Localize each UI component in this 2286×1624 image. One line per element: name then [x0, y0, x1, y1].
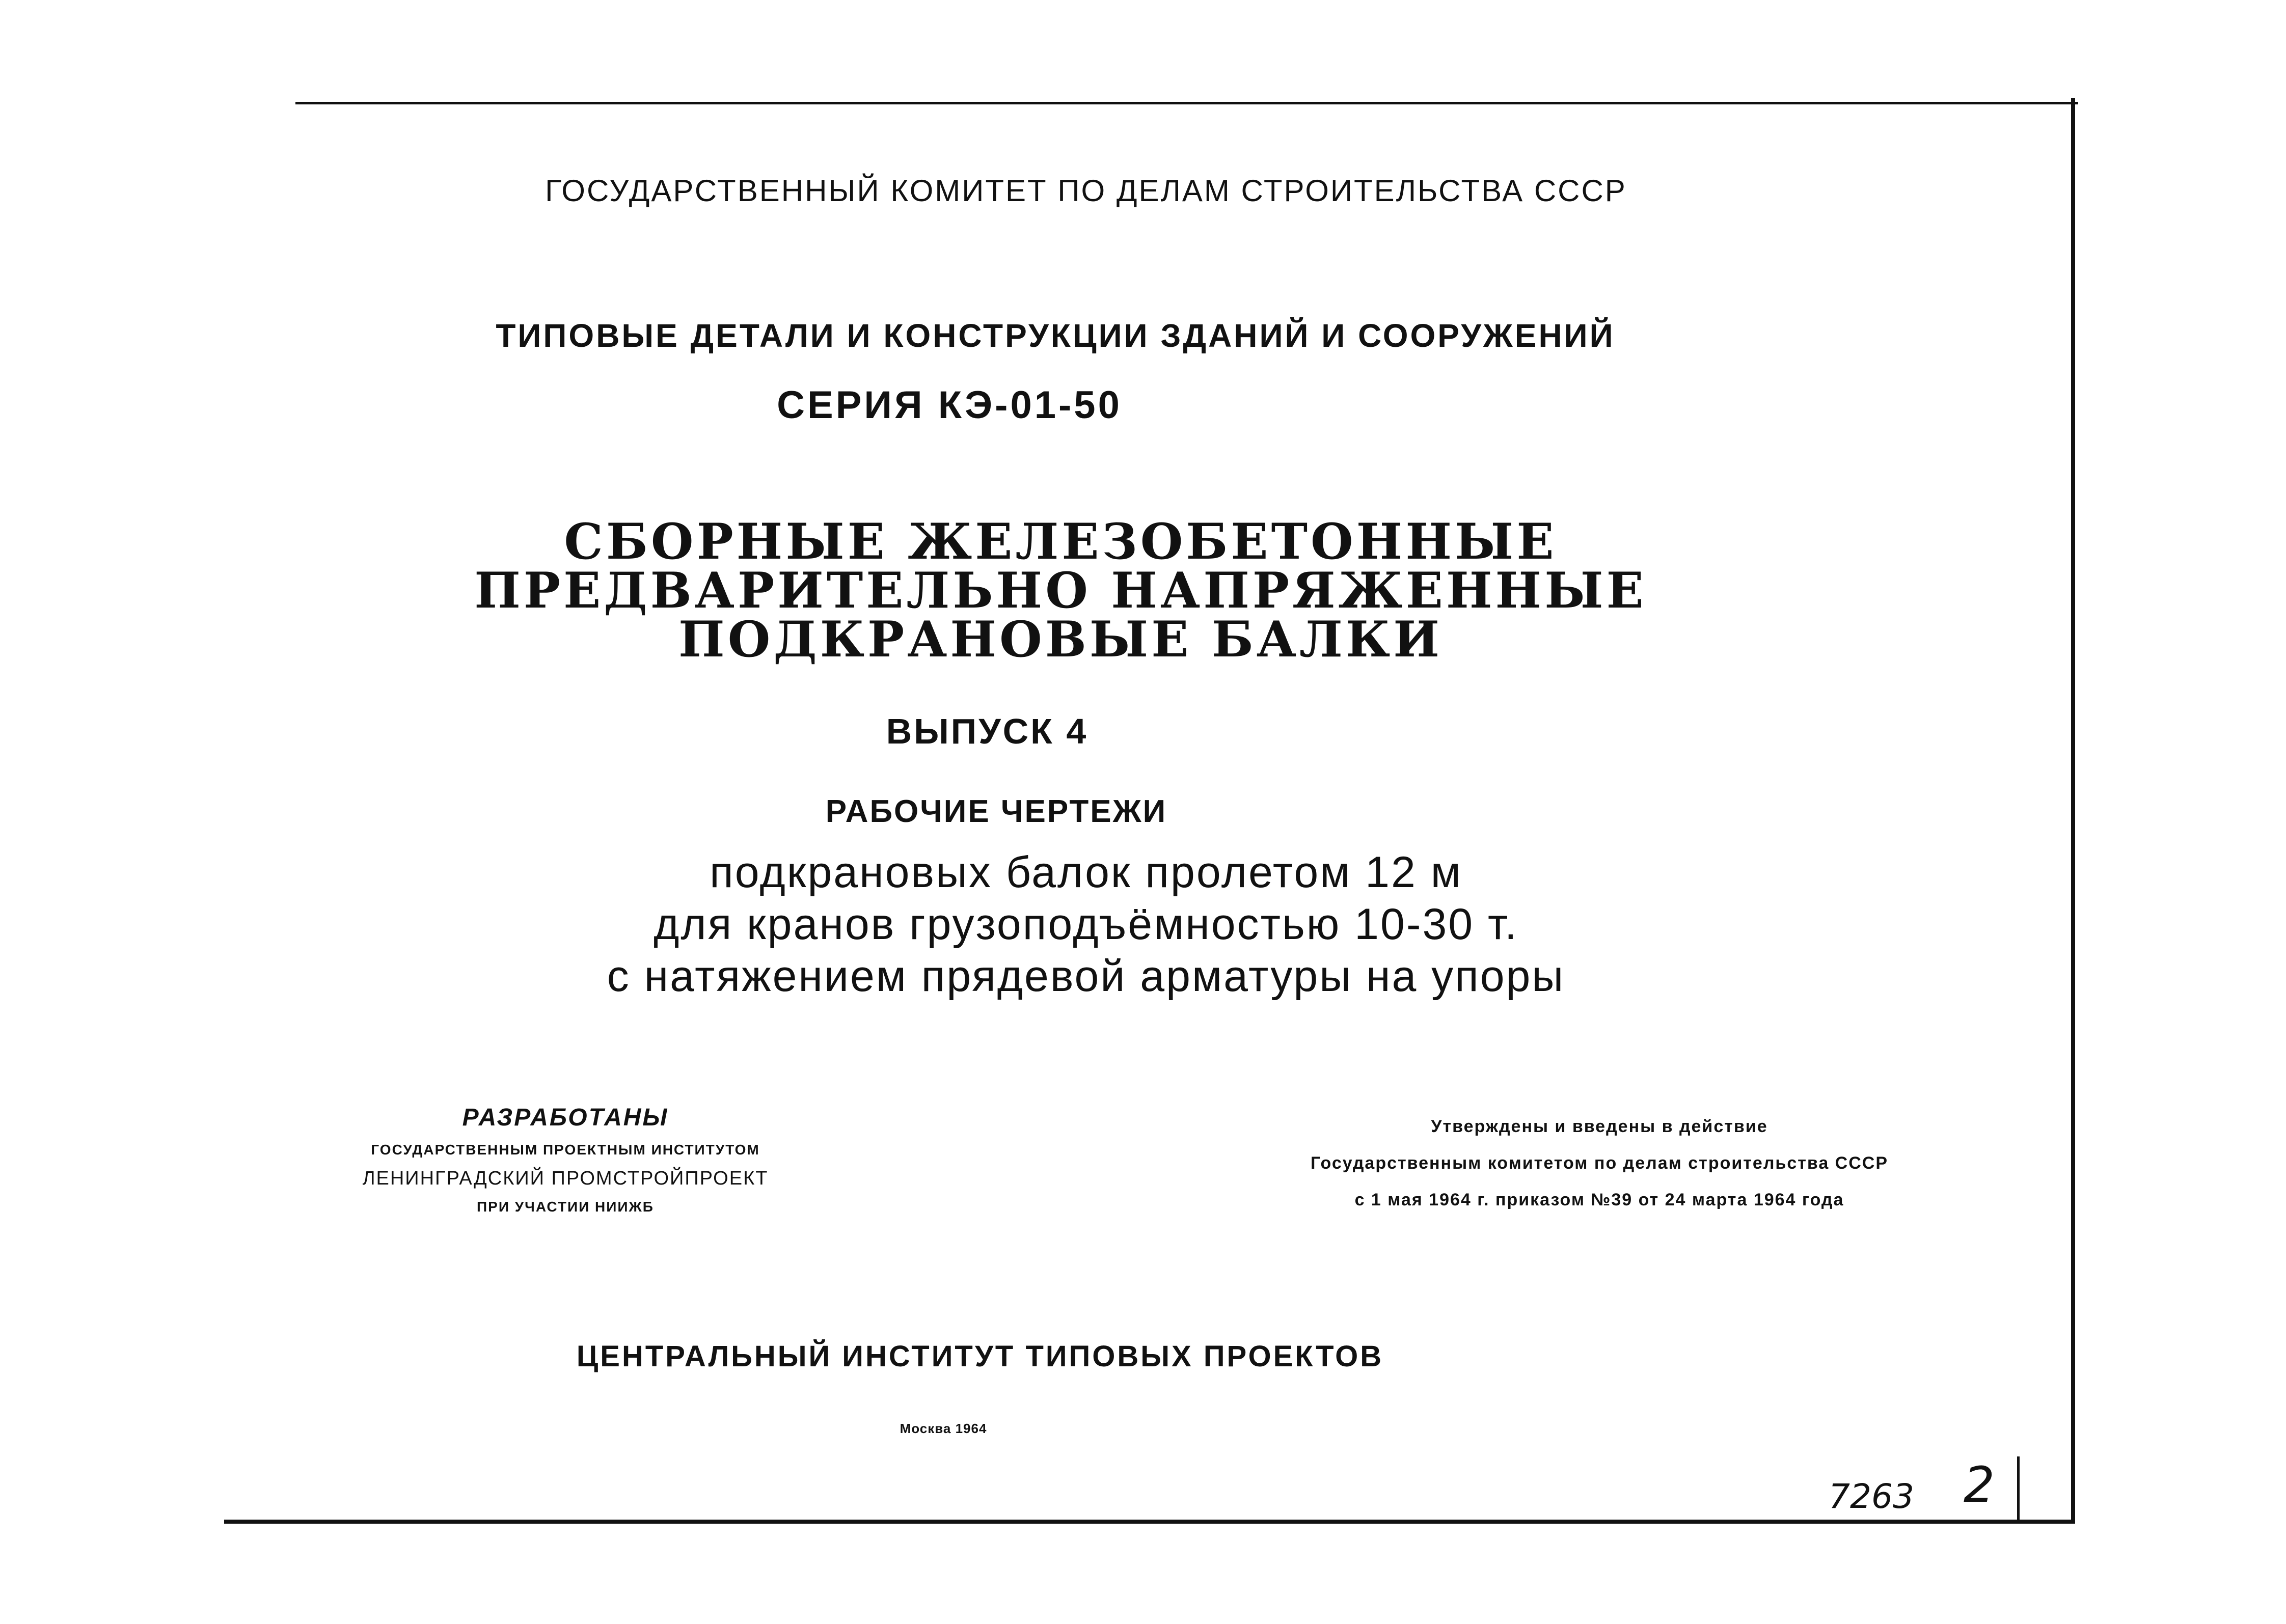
typical-details-heading: ТИПОВЫЕ ДЕТАЛИ И КОНСТРУКЦИИ ЗДАНИЙ И СООРУЖЕНИЙ — [496, 317, 1615, 354]
issue-number: ВЫПУСК 4 — [886, 711, 1088, 751]
institute-name: ЦЕНТРАЛЬНЫЙ ИНСТИТУТ ТИПОВЫХ ПРОЕКТОВ — [576, 1340, 1384, 1373]
developer-heading: РАЗРАБОТАНЫ — [462, 1104, 669, 1131]
developer-line-1: ГОСУДАРСТВЕННЫМ ПРОЕКТНЫМ ИНСТИТУТОМ — [371, 1142, 760, 1158]
approval-block — [1243, 1108, 1956, 1218]
committee-header: ГОСУДАРСТВЕННЫЙ КОМИТЕТ ПО ДЕЛАМ СТРОИТЕЛЬСТВА СССР — [545, 174, 1627, 208]
sheet-number: 2 — [1964, 1456, 1995, 1513]
description — [0, 846, 2229, 1002]
main-title — [0, 513, 2203, 668]
approval-line-1: Утверждены и введены в действие — [1431, 1117, 1768, 1136]
description-line-2: для кранов грузоподъёмностью 10-30 т. — [654, 900, 1518, 949]
main-title-line-1: СБОРНЫЕ ЖЕЛЕЗОБЕТОННЫЕ — [564, 513, 1557, 570]
city-year: Москва 1964 — [900, 1421, 987, 1436]
description-line-3: с натяжением прядевой арматуры на упоры — [607, 952, 1565, 1001]
developer-block — [331, 1100, 800, 1221]
frame-bottom-line — [224, 1520, 2075, 1524]
approval-line-2: Государственным комитетом по делам строительства СССР — [1310, 1153, 1889, 1173]
series-title: СЕРИЯ КЭ-01-50 — [777, 383, 1122, 427]
approval-line-3: с 1 мая 1964 г. приказом №39 от 24 марта 1964 года — [1354, 1190, 1844, 1209]
inventory-number: 7263 — [1829, 1477, 1914, 1516]
developer-line-2: ЛЕНИНГРАДСКИЙ ПРОМСТРОЙПРОЕКТ — [362, 1168, 769, 1189]
stamp-divider — [2017, 1456, 2020, 1520]
description-line-1: подкрановых балок пролетом 12 м — [710, 848, 1462, 897]
main-title-line-3: ПОДКРАНОВЫЕ БАЛКИ — [678, 611, 1443, 668]
working-drawings-label: РАБОЧИЕ ЧЕРТЕЖИ — [825, 794, 1167, 829]
main-title-line-2: ПРЕДВАРИТЕЛЬНО НАПРЯЖЕННЫЕ — [474, 562, 1647, 619]
developer-line-3: ПРИ УЧАСТИИ НИИЖБ — [477, 1199, 654, 1215]
frame-top-line — [295, 102, 2078, 104]
